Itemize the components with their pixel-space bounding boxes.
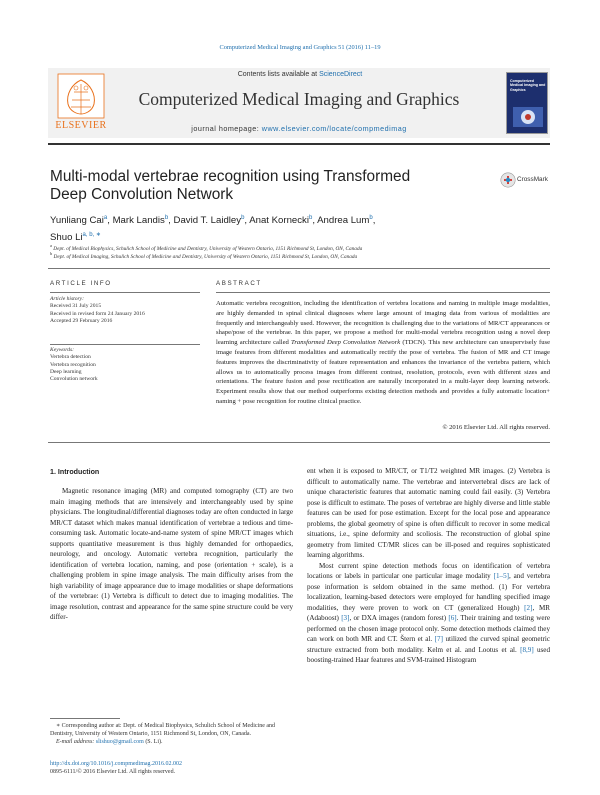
author-affiliation-marker[interactable]: a, b, ∗ (82, 232, 101, 239)
citation-link[interactable]: [7] (434, 635, 443, 643)
issn-line: 0895-6111/© 2016 Elsevier Ltd. All rights reserved. (50, 769, 176, 776)
email-suffix: (S. Li). (143, 739, 163, 745)
history-item: Received 31 July 2015 (50, 303, 102, 310)
header-rule (48, 143, 550, 145)
cover-graphic (511, 103, 545, 131)
abstract-part: (TDCN). This new architecture can unsupervisely fuse image features from different modalities and automatically rectify the pose of vertebra. The fusion of MR and CT image features improves the discriminativity of feature representation and enhances the invariance of the vertebra pattern, which allows us to automatically process images from different contrast, resolution, protocols, even with different sizes and orientations. The feature fusion and pose rectification are naturally incorporated in a multi-layer deep learning network. Experiment results show that our method outperforms existing detection methods and provides a fully automatic location+ naming + pose recognition for routine clinical practice. (216, 339, 551, 405)
text-run: , MR (Adaboost) (307, 603, 550, 622)
section-heading-introduction: 1. Introduction (50, 468, 100, 476)
body-paragraph: Magnetic resonance imaging (MR) and computed tomography (CT) are two main imaging methods that are intensively and interchangeably used by spine physicians. The longitudinal/differential diagnoses today are often conducted in large MR/CT dataset which makes manual identification of vertebrae a tedious and time-consuming task. Automatic locate-and-name system of spine MR/CT images which supports quantitative measurement is thus highly demanded for orthopaedics, neurology, and oncology. Automatic vertebra recognition, particularly the identification of vertebra location, naming, and pose (orientation + scale), is a challenging problem in spine image analysis. The main difficulty arises from the high variability of image appearance due to image modalities or shape deformations of the vertebrae: (1) Vertebra is difficult to detect due to imaging modalities. The image resolution, contrast and appearance for the same spine structure could be very differ- (50, 487, 293, 621)
abstract-rule (216, 292, 550, 293)
crossmark-badge[interactable] (500, 172, 550, 190)
keyword-item: Deep learning (50, 368, 82, 375)
author-name: Yunliang Cai (50, 215, 104, 227)
abstract-end-rule (48, 442, 550, 443)
author-affiliation-marker[interactable]: a (103, 215, 108, 221)
author-affiliation-marker[interactable]: b (164, 215, 169, 221)
keyword-item: Convolution network (50, 376, 98, 383)
footnote-rule (50, 718, 120, 719)
keywords (50, 347, 200, 383)
homepage-link[interactable]: www.elsevier.com/locate/compmedimag (261, 124, 407, 133)
footnote-email (50, 738, 293, 746)
author-affiliation-marker[interactable]: b (308, 215, 313, 221)
author-name: Shuo Li (50, 232, 83, 244)
homepage-label: journal homepage: (191, 124, 262, 133)
text-run: utilized the curved spinal geometric structure extracted from both modality. Kelm et al. and Lootus et al. (307, 635, 550, 654)
citation-link[interactable]: [3] (341, 614, 350, 622)
author-name: Mark Landis (112, 215, 165, 227)
keyword-item: Vertebra recognition (50, 361, 96, 368)
affiliation-text: Dept. of Medical Imaging, Schulich School of Medicine and Dentistry, University of Western Ontario, 1151 Richmond St, London, ON, Canada (53, 253, 358, 260)
affiliation-marker: a (50, 243, 52, 248)
affiliation-rule (48, 268, 550, 269)
article-info-rule (50, 292, 200, 293)
abstract-part: Automatic vertebra recognition, including the identification of vertebra locations and naming in multiple image modalities, are highly demanded in spinal clinical diagnoses where large amount of imaging data from various of modalities are frequently and interchangeably used. However, the recognition is challenging due to the variations of MR/CT appearances or shape/pose of the vertebrae. In this paper, we propose a method for multi-modal vertebra recognition using a novel deep learning architecture called (216, 300, 550, 347)
body-paragraph: ent when it is exposed to MR/CT, or T1/T2 weighted MR images. (2) Vertebra is difficult to automatically name. The vertebrae and intervertebral discs are lack of unique characteristic features that automatic naming could fail easily. (3) Vertebra pose is difficult to estimate. The poses of vertebrae are highly diverse and little stable features can be used for pose estimation. Except for the local pose and appearance problems, the global geometry of spine is often difficult to recover in some medical situations, i.e., spine deformity and scoliosis. The reconstruction of global spine geometry from limited CT/MR slices can be ill-posed and requires sophisticated learning algorithms. (307, 467, 550, 559)
citation-link[interactable]: [8,9] (520, 645, 534, 654)
text-run: . Their training and testing were performed on the chosen image protocol only. Some detection methods claimed they can work on both MR and CT. Štern et al. (307, 614, 550, 643)
email-link[interactable]: slishuo@gmail.com (95, 739, 144, 745)
contents-prefix: Contents lists available at (237, 71, 320, 78)
corresponding-author-footnote (50, 722, 293, 746)
body-left-column (50, 486, 293, 623)
affiliation-text: Dept. of Medical Biophysics, Schulich School of Medicine and Dentistry, University of Western Ontario, 1151 Richmond St, London, ON, Canada (53, 245, 363, 252)
article-title: Multi-modal vertebrae recognition using Transformed Deep Convolution Network (50, 168, 411, 203)
citation-link[interactable]: [2] (524, 603, 533, 612)
journal-reference[interactable]: Computerized Medical Imaging and Graphics 51 (2016) 11–19 (219, 44, 381, 51)
history-label: Article history: (50, 296, 85, 302)
history-item: Accepted 29 February 2016 (50, 317, 113, 324)
affiliation-marker: b (50, 251, 53, 256)
author-affiliation-marker[interactable]: b (241, 215, 245, 221)
body-right-column (307, 466, 550, 666)
journal-title: Computerized Medical Imaging and Graphics (138, 89, 460, 109)
doi-block (50, 760, 293, 777)
crossmark-label: CrossMark (517, 176, 548, 183)
abstract-term: Transformed Deep Convolution Network (291, 339, 401, 347)
author-list: Yunliang Cai$^a$, Mark Landis$^b$, David T. Laidley$^b$, Anat Kornecki$^b$, Andrea Lum$^b$, Shuo $Li^{a, b, ∗}$ (50, 215, 376, 244)
author-name: David T. Laidley (173, 215, 242, 227)
citation-link[interactable]: [6] (448, 614, 457, 622)
cover-title: Computerized Medical Imaging and Graphics (510, 79, 546, 92)
abstract-text (216, 299, 550, 407)
journal-homepage (116, 124, 482, 133)
article-history (50, 296, 200, 325)
keyword-item: Vertebra detection (50, 354, 91, 361)
text-run: , and vertebra pose information is seldom obtained in the same method. (1) For vertebra localization, learning-based detectors were employed for handling specified image modalities, they were proven to work on CT (generalized Hough) (307, 572, 550, 612)
publisher-logo-text: ELSEVIER (55, 120, 107, 131)
article-info-heading: ARTICLE INFO (50, 280, 112, 287)
author-affiliation-marker[interactable]: b (369, 215, 373, 221)
email-label: E-mail address: (56, 739, 96, 745)
abstract-copyright: © 2016 Elsevier Ltd. All rights reserved. (442, 424, 550, 431)
body-paragraph (307, 561, 550, 666)
footnote-corresponding: ∗ Corresponding author at: Dept. of Medical Biophysics, Schulich School of Medicine and Dentistry, University of Western Ontario, 1151 Richmond St, London, ON, Canada. (50, 723, 276, 737)
history-item: Received in revised form 24 January 2016 (50, 310, 145, 317)
doi-link[interactable]: http://dx.doi.org/10.1016/j.compmedimag.2016.02.002 (50, 761, 183, 767)
citation-link[interactable]: [1–5] (493, 572, 509, 580)
abstract-heading: ABSTRACT (216, 280, 262, 287)
affiliation-b (50, 251, 550, 260)
sciencedirect-link[interactable]: ScienceDirect (319, 71, 363, 78)
text-run: Most current spine detection methods focus on identification of vertebra locations or labels in particular one particular image modality (307, 561, 550, 580)
crossmark-icon (500, 172, 516, 188)
author-name: Andrea Lum (317, 215, 370, 227)
text-run: , or DXA images (random forest) (349, 614, 449, 622)
keywords-rule (50, 344, 200, 345)
text-run: used boosting-trained Haar features and SVM-trained Histogram (307, 645, 550, 664)
keywords-label: Keywords: (50, 347, 75, 353)
journal-cover-image (506, 72, 548, 134)
elsevier-logo (50, 70, 112, 136)
author-name: Anat Kornecki (249, 215, 309, 227)
